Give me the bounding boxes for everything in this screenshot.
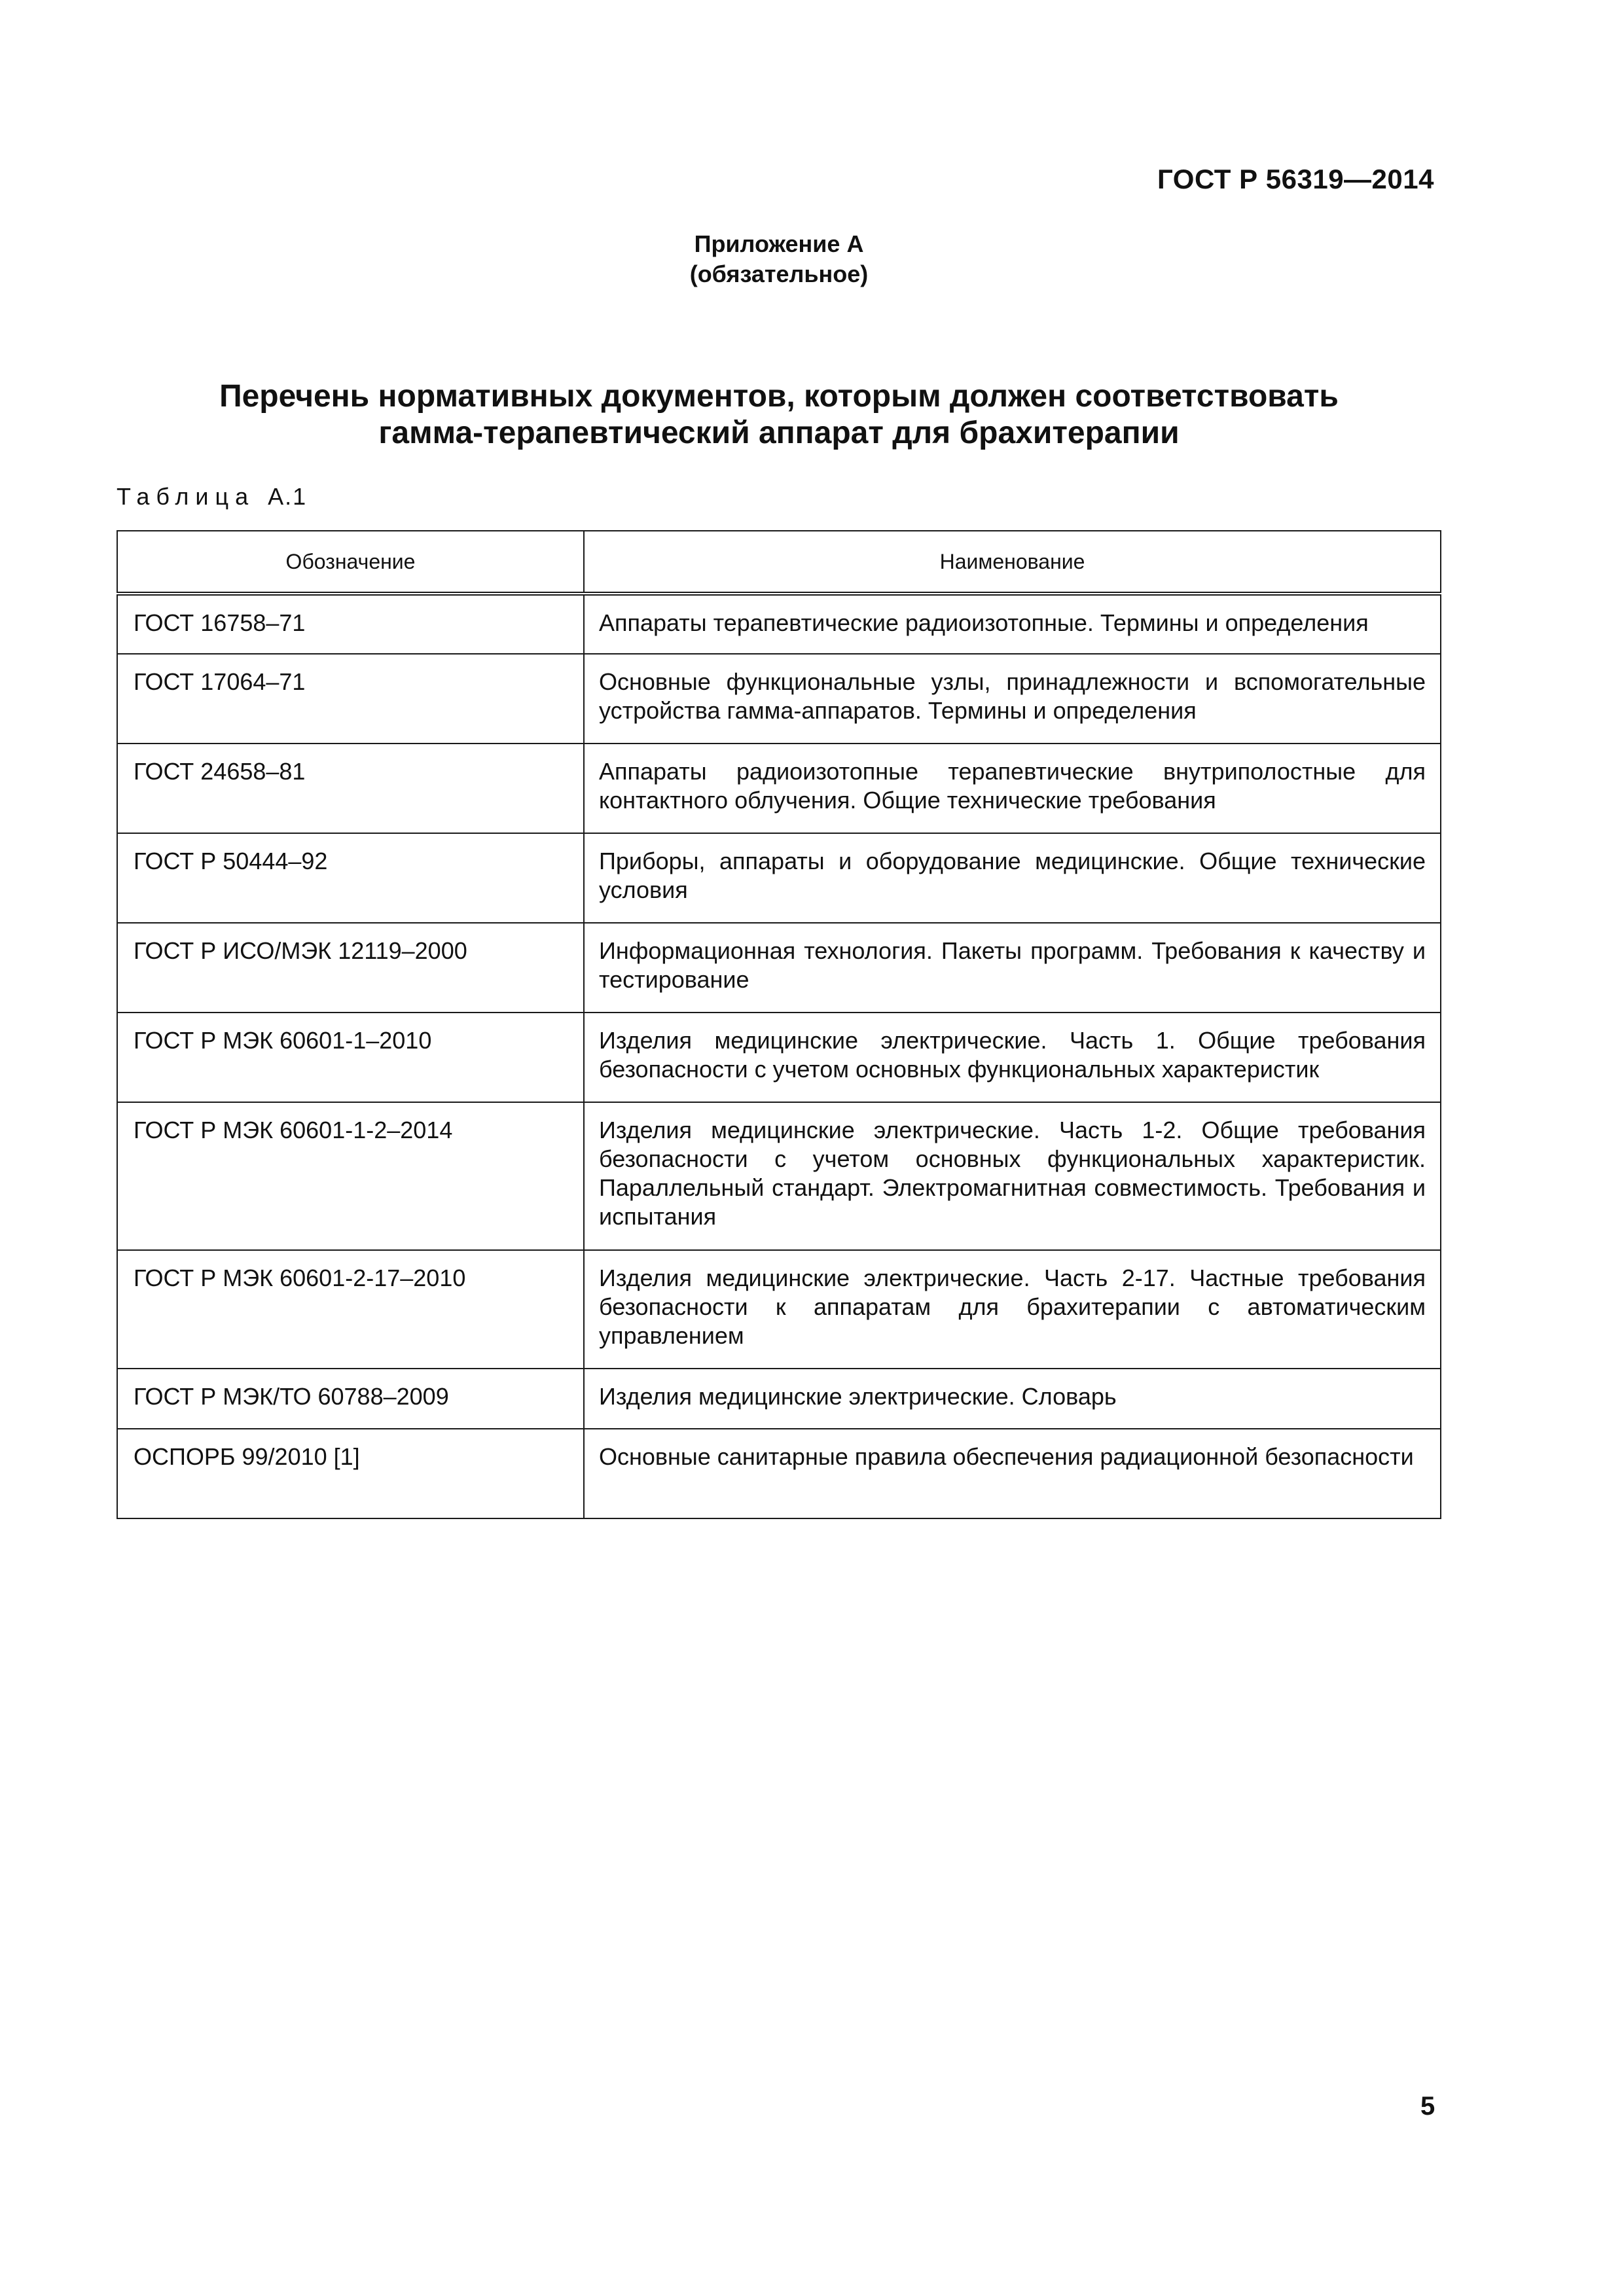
cell-name: Информационная технология. Пакеты программ. Требования к качеству и тестирование [584, 923, 1441, 1013]
cell-designation: ОСПОРБ 99/2010 [1] [117, 1429, 584, 1518]
column-header-name: Наименование [584, 531, 1441, 594]
page-title-line-2: гамма-терапевтический аппарат для брахитерапии [378, 416, 1180, 450]
table-row [117, 654, 1441, 744]
cell-designation: ГОСТ Р МЭК 60601-2-17–2010 [117, 1250, 584, 1369]
table-row [117, 1429, 1441, 1518]
page-number: 5 [1420, 2092, 1435, 2121]
cell-name: Аппараты терапевтические радиоизотопные. Термины и определения [584, 594, 1441, 654]
table-caption-number: А.1 [268, 483, 308, 510]
cell-name: Изделия медицинские электрические. Часть 2-17. Частные требования безопасности к аппаратам для брахитерапии с автоматическим управлением [584, 1250, 1441, 1369]
table-row [117, 923, 1441, 1013]
table-row [117, 744, 1441, 833]
page-title [0, 378, 1558, 452]
table-row [117, 1102, 1441, 1250]
annex-title: Приложение А [694, 230, 864, 257]
page-title-line-1: Перечень нормативных документов, которым должен соответствовать [219, 379, 1339, 414]
cell-designation: ГОСТ Р ИСО/МЭК 12119–2000 [117, 923, 584, 1013]
annex-heading [0, 229, 1558, 289]
cell-name: Приборы, аппараты и оборудование медицинские. Общие технические условия [584, 833, 1441, 923]
table-row [117, 1250, 1441, 1369]
cell-name: Аппараты радиоизотопные терапевтические внутриполостные для контактного облучения. Общие технические требования [584, 744, 1441, 833]
cell-designation: ГОСТ 16758–71 [117, 594, 584, 654]
annex-status: (обязательное) [689, 260, 869, 287]
cell-name: Изделия медицинские электрические. Словарь [584, 1369, 1441, 1429]
standards-table [117, 530, 1441, 1519]
cell-designation: ГОСТ 17064–71 [117, 654, 584, 744]
column-header-designation: Обозначение [117, 531, 584, 594]
cell-name: Изделия медицинские электрические. Часть 1. Общие требования безопасности с учетом основных функциональных характеристик [584, 1013, 1441, 1102]
cell-name: Изделия медицинские электрические. Часть 1-2. Общие требования безопасности с учетом основных функциональных характеристик. Параллельный стандарт. Электромагнитная совместимость. Требования и испытания [584, 1102, 1441, 1250]
cell-name: Основные санитарные правила обеспечения радиационной безопасности [584, 1429, 1441, 1518]
document-number: ГОСТ Р 56319—2014 [1157, 164, 1434, 194]
cell-designation: ГОСТ 24658–81 [117, 744, 584, 833]
table-row [117, 1013, 1441, 1102]
table-caption-word: Таблица [117, 483, 255, 510]
cell-designation: ГОСТ Р 50444–92 [117, 833, 584, 923]
cell-designation: ГОСТ Р МЭК 60601-1–2010 [117, 1013, 584, 1102]
cell-designation: ГОСТ Р МЭК 60601-1-2–2014 [117, 1102, 584, 1250]
table-row [117, 594, 1441, 654]
cell-name: Основные функциональные узлы, принадлежности и вспомогательные устройства гамма-аппаратов. Термины и определения [584, 654, 1441, 744]
table-caption [117, 483, 307, 511]
table-row [117, 833, 1441, 923]
table-header-row [117, 531, 1441, 594]
cell-designation: ГОСТ Р МЭК/ТО 60788–2009 [117, 1369, 584, 1429]
table-row [117, 1369, 1441, 1429]
